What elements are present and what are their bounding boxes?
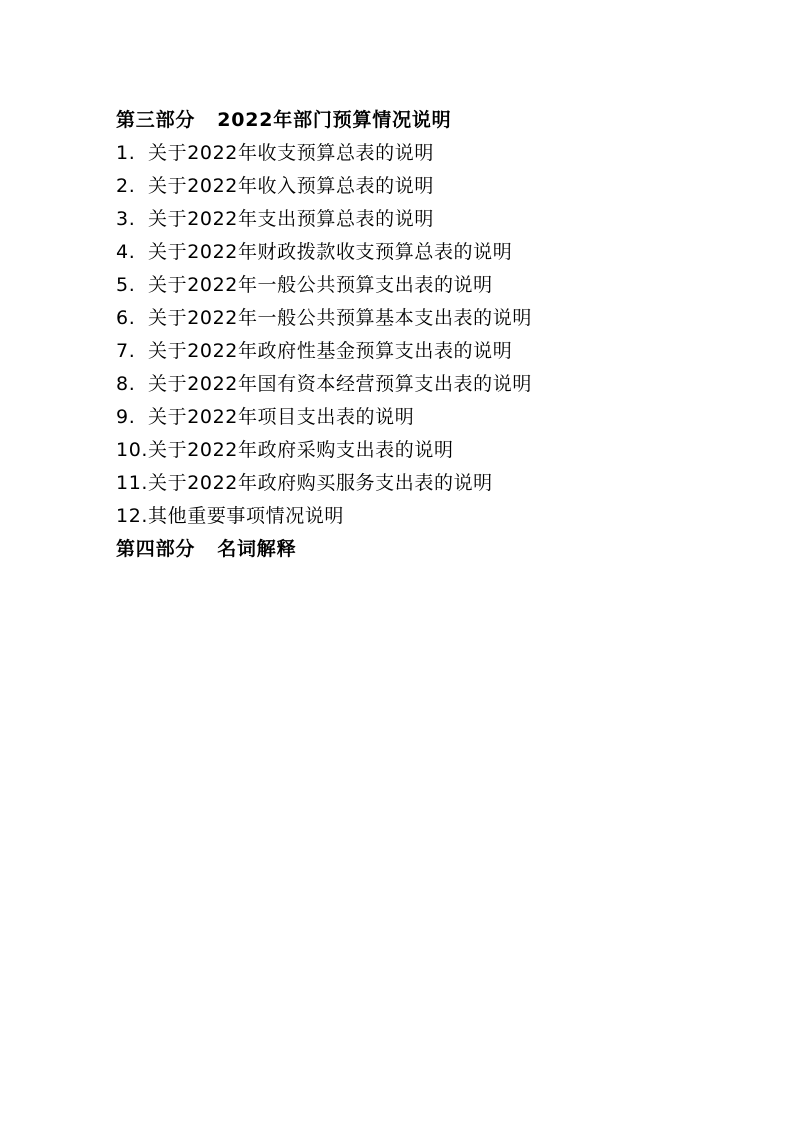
toc-item [116,203,753,236]
toc-item-number: 4. [116,241,136,263]
toc-item-text: 关于2022年政府购买服务支出表的说明 [148,472,493,494]
toc-item-text: 关于2022年项目支出表的说明 [148,406,415,428]
toc-item-text: 关于2022年政府性基金预算支出表的说明 [148,340,513,362]
toc-item [116,467,753,500]
toc-item [116,434,753,467]
toc-item-number: 12. [116,505,149,527]
toc-item-number: 7. [116,340,136,362]
toc-item-number: 11. [116,472,149,494]
toc-item-number: 3. [116,208,136,230]
part4-heading [116,533,753,566]
toc-item [116,302,753,335]
toc-item-number: 6. [116,307,136,329]
part4-title: 名词解释 [217,538,297,560]
toc-item-text: 关于2022年国有资本经营预算支出表的说明 [148,373,532,395]
part4-label: 第四部分 [116,538,196,560]
toc-item [116,170,753,203]
toc-item-number: 9. [116,406,136,428]
toc-item-text: 关于2022年财政拨款收支预算总表的说明 [148,241,513,263]
toc-item-text: 关于2022年一般公共预算基本支出表的说明 [148,307,532,329]
toc-item [116,269,753,302]
toc-list [116,137,753,533]
toc-item-text: 其他重要事项情况说明 [148,505,345,527]
part3-label: 第三部分 [116,109,196,131]
toc-item-text: 关于2022年收支预算总表的说明 [148,142,434,164]
toc-item [116,335,753,368]
toc-item-number: 5. [116,274,136,296]
toc-item [116,137,753,170]
toc-item-number: 10. [116,439,149,461]
part3-title: 2022年部门预算情况说明 [217,109,452,131]
toc-item-text: 关于2022年收入预算总表的说明 [148,175,434,197]
document-page [116,104,753,566]
toc-item [116,236,753,269]
toc-item-text: 关于2022年政府采购支出表的说明 [148,439,454,461]
toc-item-number: 8. [116,373,136,395]
toc-item [116,368,753,401]
toc-item [116,500,753,533]
toc-item [116,401,753,434]
toc-item-text: 关于2022年支出预算总表的说明 [148,208,434,230]
toc-item-number: 1. [116,142,136,164]
part3-heading [116,104,753,137]
toc-item-text: 关于2022年一般公共预算支出表的说明 [148,274,493,296]
toc-item-number: 2. [116,175,136,197]
